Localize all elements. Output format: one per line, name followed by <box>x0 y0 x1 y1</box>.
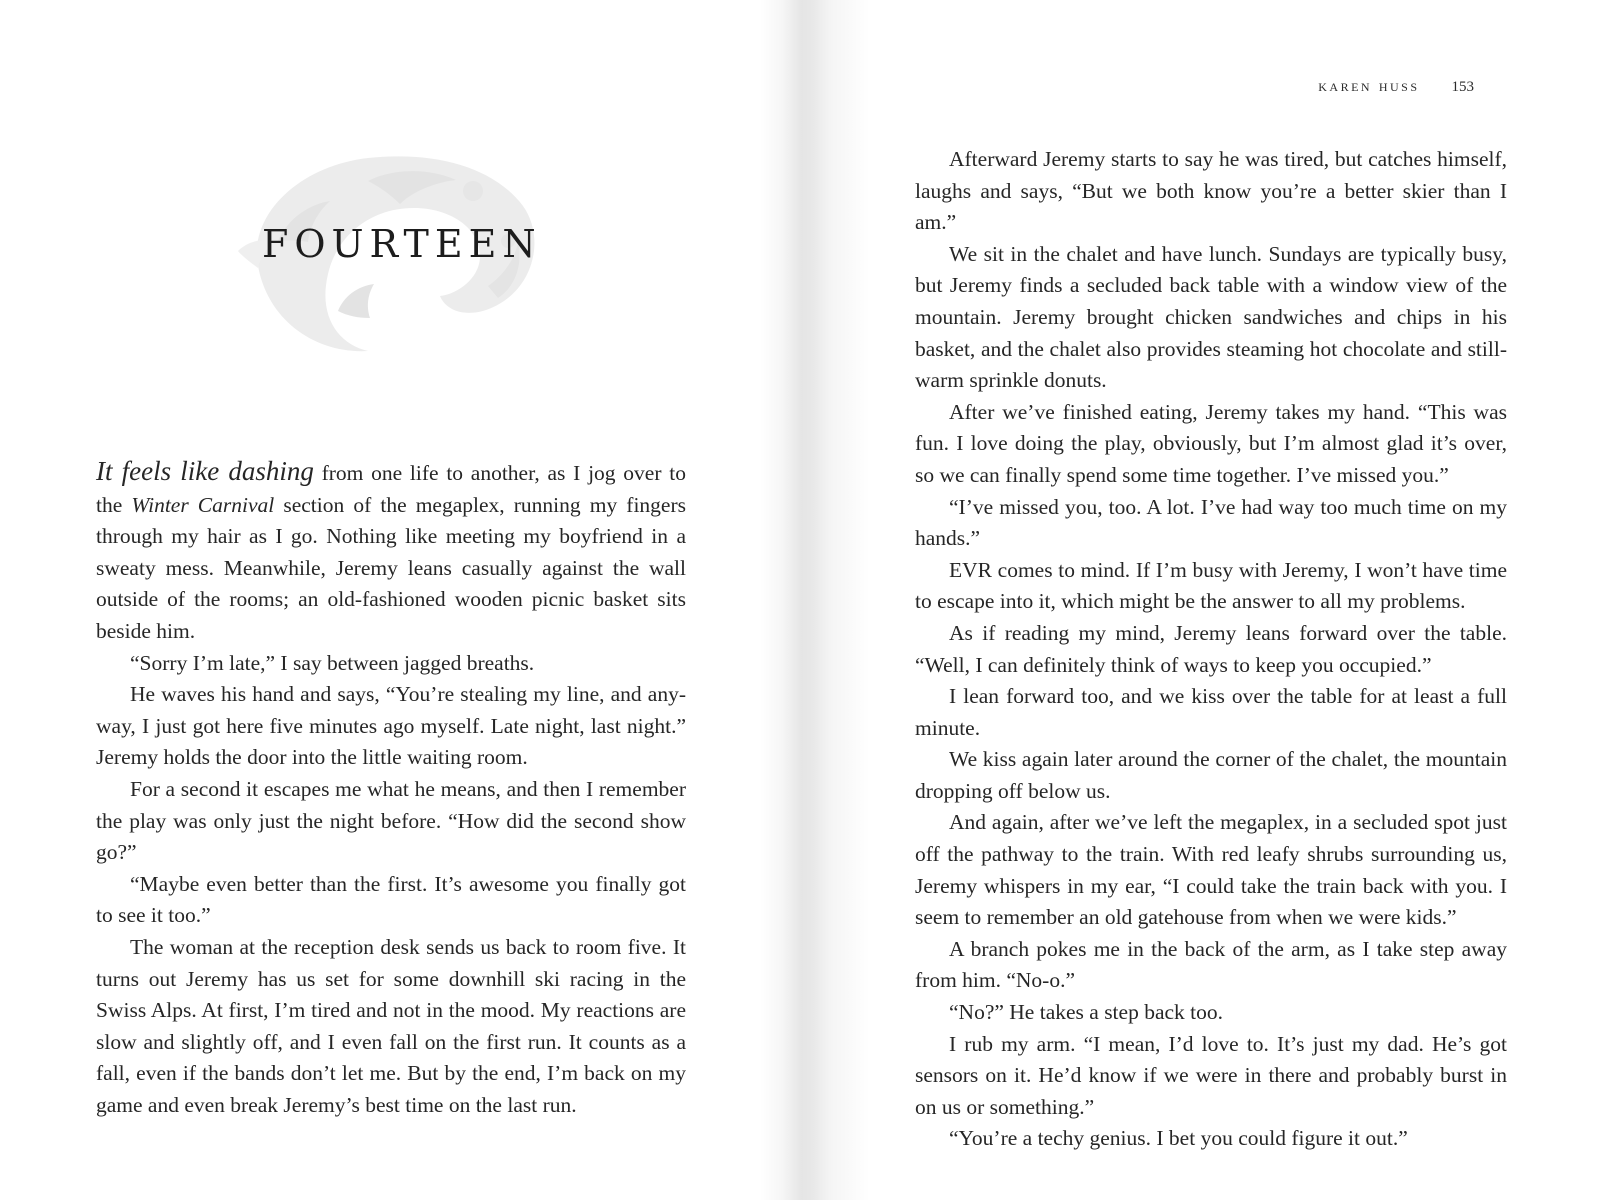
paragraph: “Maybe even better than the first. It’s awesome you finally got to see it too.” <box>96 871 686 928</box>
paragraph: We sit in the chalet and have lunch. Sundays are typically busy, but Jeremy finds a secluded back table with a window view of the mountain. Jeremy brought chicken sandwiches and chips in his basket, and the chalet also provides steaming hot chocolate and still-warm sprinkle donuts. <box>915 241 1507 393</box>
paragraph: EVR comes to mind. If I’m busy with Jeremy, I won’t have time to escape into it, which might be the answer to all my problems. <box>915 557 1507 614</box>
paragraph: A branch pokes me in the back of the arm, as I take step away from him. “No-o.” <box>915 936 1507 993</box>
running-header-author: karen huss <box>1318 76 1420 95</box>
opening-text-part-1: from one life to another, as I jog over to the <box>96 461 686 517</box>
paragraph: “No?” He takes a step back too. <box>949 1000 1224 1025</box>
lead-in: It feels like dashing <box>96 456 314 486</box>
paragraph: We kiss again later around the corner of the chalet, the mountain dropping off below us. <box>915 747 1507 803</box>
paragraph: I lean forward too, and we kiss over the table for at least a full minute. <box>915 684 1507 740</box>
opening-paragraph <box>96 456 686 648</box>
right-page-text <box>915 144 1507 1155</box>
paragraph: He waves his hand and says, “You’re stealing my line, and anyway, I just got here five minutes ago myself. Late night, last night.” Jeremy holds the door into the little waiting room. <box>96 682 686 770</box>
paragraph: Afterward Jeremy starts to say he was tired, but catches himself, laughs and says, “But we both know you’re a better skier than I am.” <box>915 147 1507 235</box>
paragraph: After we’ve finished eating, Jeremy takes my hand. “This was fun. I love doing the play, obviously, but I’m almost glad it’s over, so we can finally spend some time together. I’ve missed you.” <box>915 399 1507 487</box>
right-page <box>800 0 1600 1200</box>
paragraph: And again, after we’ve left the megaplex, in a secluded spot just off the pathway to the train. With red leafy shrubs surrounding us, Jeremy whispers in my ear, “I could take the train back with you. I seem to remember an old gatehouse from when we were kids.” <box>915 810 1507 930</box>
italic-title-ref: Winter Carnival <box>131 492 275 517</box>
paragraph: The woman at the reception desk sends us back to room five. It turns out Jeremy has us set for some downhill ski racing in the Swiss Alps. At first, I’m tired and not in the mood. My reactions are slow and slightly off, and I even fall on the first run. It counts as a fall, even if the bands don’t let me. But by the end, I’m back on my game and even break Jeremy’s best time on the last run. <box>96 934 686 1117</box>
paragraph: As if reading my mind, Jeremy leans forward over the table. “Well, I can definitely think of ways to keep you occupied.” <box>915 620 1507 677</box>
paragraph: For a second it escapes me what he means, and then I remember the play was only just the night before. “How did the second show go?” <box>96 776 686 865</box>
paragraph: “Sorry I’m late,” I say between jagged breaths. <box>130 650 535 675</box>
opening-text-part-2: section of the megaplex, running my fingers through my hair as I go. Nothing like meeting my boyfriend in a sweaty mess. Meanwhile, Jeremy leans casually against the wall outside of the rooms; an old-fashioned wooden picnic basket sits beside him. <box>96 492 686 643</box>
paragraph: “I’ve missed you, too. A lot. I’ve had way too much time on my hands.” <box>915 494 1507 551</box>
left-page <box>0 0 790 1200</box>
chapter-title: FOURTEEN <box>262 222 542 266</box>
page-number: 153 <box>1451 79 1474 95</box>
paragraph: I rub my arm. “I mean, I’d love to. It’s just my dad. He’s got sensors on it. He’d know if we were in there and probably burst in on us or something.” <box>915 1031 1507 1119</box>
paragraph: “You’re a techy genius. I bet you could figure it out.” <box>949 1126 1408 1151</box>
left-page-text <box>96 456 686 1121</box>
running-header <box>1318 76 1474 96</box>
